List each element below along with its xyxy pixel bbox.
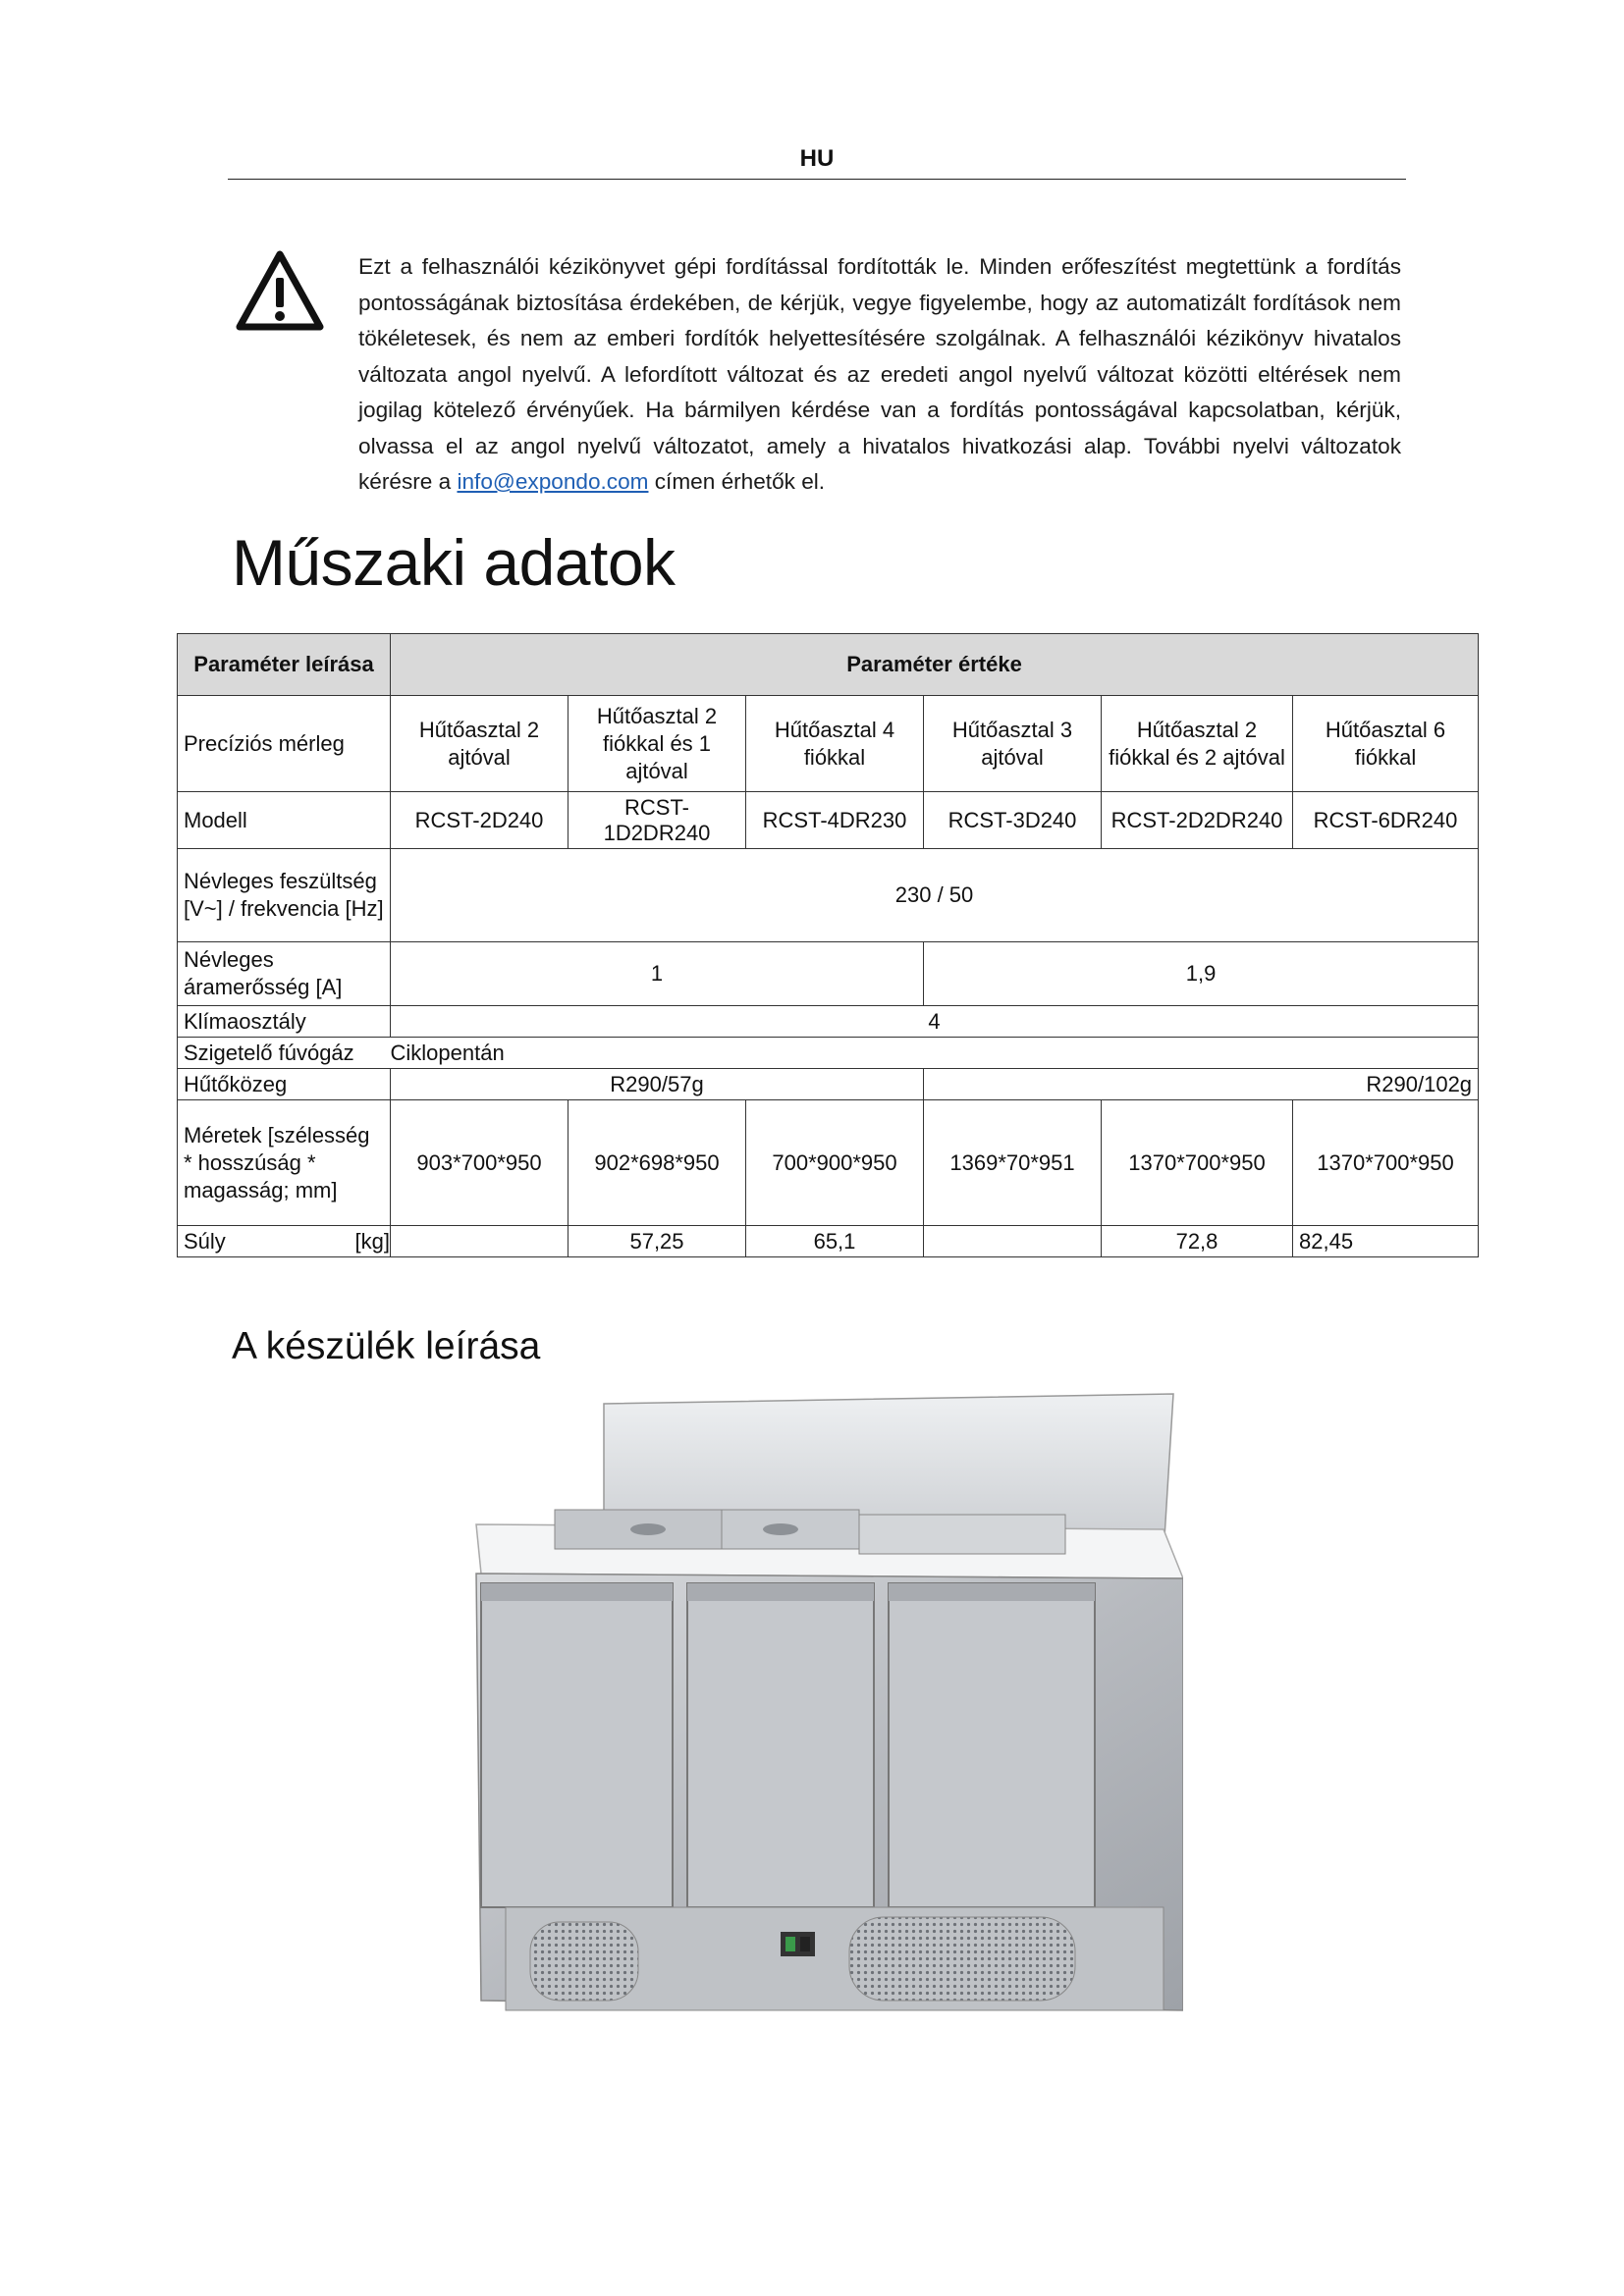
- weight-value-cell: 82,45: [1293, 1226, 1479, 1257]
- weight-value-cell: 65,1: [746, 1226, 924, 1257]
- current-value-cell: 1: [391, 942, 924, 1006]
- current-label-cell: Névleges áramerősség [A]: [178, 942, 391, 1006]
- refrigerant-label-cell: Hűtőközeg: [178, 1069, 391, 1100]
- dims-value-cell: 1370*700*950: [1293, 1100, 1479, 1226]
- model-cell: RCST-2D240: [391, 792, 568, 849]
- model-label-cell: Modell: [178, 792, 391, 849]
- weight-label-cell: Súly [kg]: [178, 1226, 391, 1257]
- product-cell: Hűtőasztal 6 fiókkal: [1293, 696, 1479, 792]
- weight-value-cell: 57,25: [568, 1226, 746, 1257]
- weight-unit: [kg]: [354, 1228, 390, 1254]
- current-value-cell: 1,9: [924, 942, 1479, 1006]
- product-cell: Hűtőasztal 3 ajtóval: [924, 696, 1102, 792]
- dims-value-cell: 1369*70*951: [924, 1100, 1102, 1226]
- product-label-cell: Precíziós mérleg: [178, 696, 391, 792]
- product-cell: Hűtőasztal 2 ajtóval: [391, 696, 568, 792]
- dims-label-cell: Méretek [szélesség * hosszúság * magasság; mm]: [178, 1100, 391, 1226]
- table-row: [178, 1226, 1479, 1257]
- table-row: [178, 1069, 1479, 1100]
- table-row: [178, 849, 1479, 942]
- voltage-label-cell: Névleges feszültség [V~] / frekvencia [Hz]: [178, 849, 391, 942]
- product-cell: Hűtőasztal 2 fiókkal és 2 ajtóval: [1102, 696, 1293, 792]
- refrigerant-value-cell: R290/57g: [391, 1069, 924, 1100]
- refrigerated-counter-image: [457, 1392, 1183, 2040]
- dims-value-cell: 700*900*950: [746, 1100, 924, 1226]
- table-row: [178, 1100, 1479, 1226]
- section-subtitle: A készülék leírása: [232, 1325, 541, 1367]
- table-row: [178, 1006, 1479, 1038]
- model-cell: RCST-1D2DR240: [568, 792, 746, 849]
- header-value-cell: Paraméter értéke: [391, 634, 1479, 696]
- product-cell: Hűtőasztal 2 fiókkal és 1 ajtóval: [568, 696, 746, 792]
- table-row: [178, 696, 1479, 792]
- weight-value-cell: [391, 1226, 568, 1257]
- contact-email-link[interactable]: info@expondo.com: [457, 469, 649, 494]
- weight-value-cell: [924, 1226, 1102, 1257]
- page-title: Műszaki adatok: [232, 526, 676, 599]
- refrigerant-value-cell: R290/102g: [924, 1069, 1479, 1100]
- model-cell: RCST-2D2DR240: [1102, 792, 1293, 849]
- header-rule: [228, 179, 1406, 180]
- warning-icon: [236, 250, 324, 331]
- spec-table: [177, 633, 1479, 1257]
- gas-label-cell: Szigetelő fúvógáz: [178, 1038, 391, 1069]
- dims-value-cell: 902*698*950: [568, 1100, 746, 1226]
- dims-value-cell: 903*700*950: [391, 1100, 568, 1226]
- table-row: [178, 942, 1479, 1006]
- table-row: [178, 792, 1479, 849]
- header-param-cell: Paraméter leírása: [178, 634, 391, 696]
- model-cell: RCST-6DR240: [1293, 792, 1479, 849]
- climate-label-cell: Klímaosztály: [178, 1006, 391, 1038]
- product-cell: Hűtőasztal 4 fiókkal: [746, 696, 924, 792]
- model-cell: RCST-3D240: [924, 792, 1102, 849]
- weight-value-cell: 72,8: [1102, 1226, 1293, 1257]
- dims-value-cell: 1370*700*950: [1102, 1100, 1293, 1226]
- climate-value-cell: 4: [391, 1006, 1479, 1038]
- table-header-row: [178, 634, 1479, 696]
- table-row: [178, 1038, 1479, 1069]
- translation-notice: Ezt a felhasználói kézikönyvet gépi fordítással fordították le. Minden erőfeszítést megtettünk a fordítás pontosságának biztosítása érdekében, de kérjük, vegye figyelembe, hogy az automatizált fordítások nem tökéletesek, és nem az emberi fordítók helyettesítésére szolgálnak. A felhasználói kézikönyv hivatalos változata angol nyelvű. A lefordított változat és az eredeti angol nyelvű változat közötti eltérések nem jogilag kötelező érvényűek. Ha bármilyen kérdése van a fordítás pontosságával kapcsolatban, kérjük, olvassa el az angol nyelvű változatot, amely a hivatalos hivatkozási alap. További nyelvi változatok kérésre a info@expondo.com címen érhetők el.: [358, 254, 1401, 494]
- page-language-header: HU: [799, 145, 835, 172]
- voltage-value-cell: 230 / 50: [391, 849, 1479, 942]
- model-cell: RCST-4DR230: [746, 792, 924, 849]
- gas-value-cell: Ciklopentán: [391, 1038, 1479, 1069]
